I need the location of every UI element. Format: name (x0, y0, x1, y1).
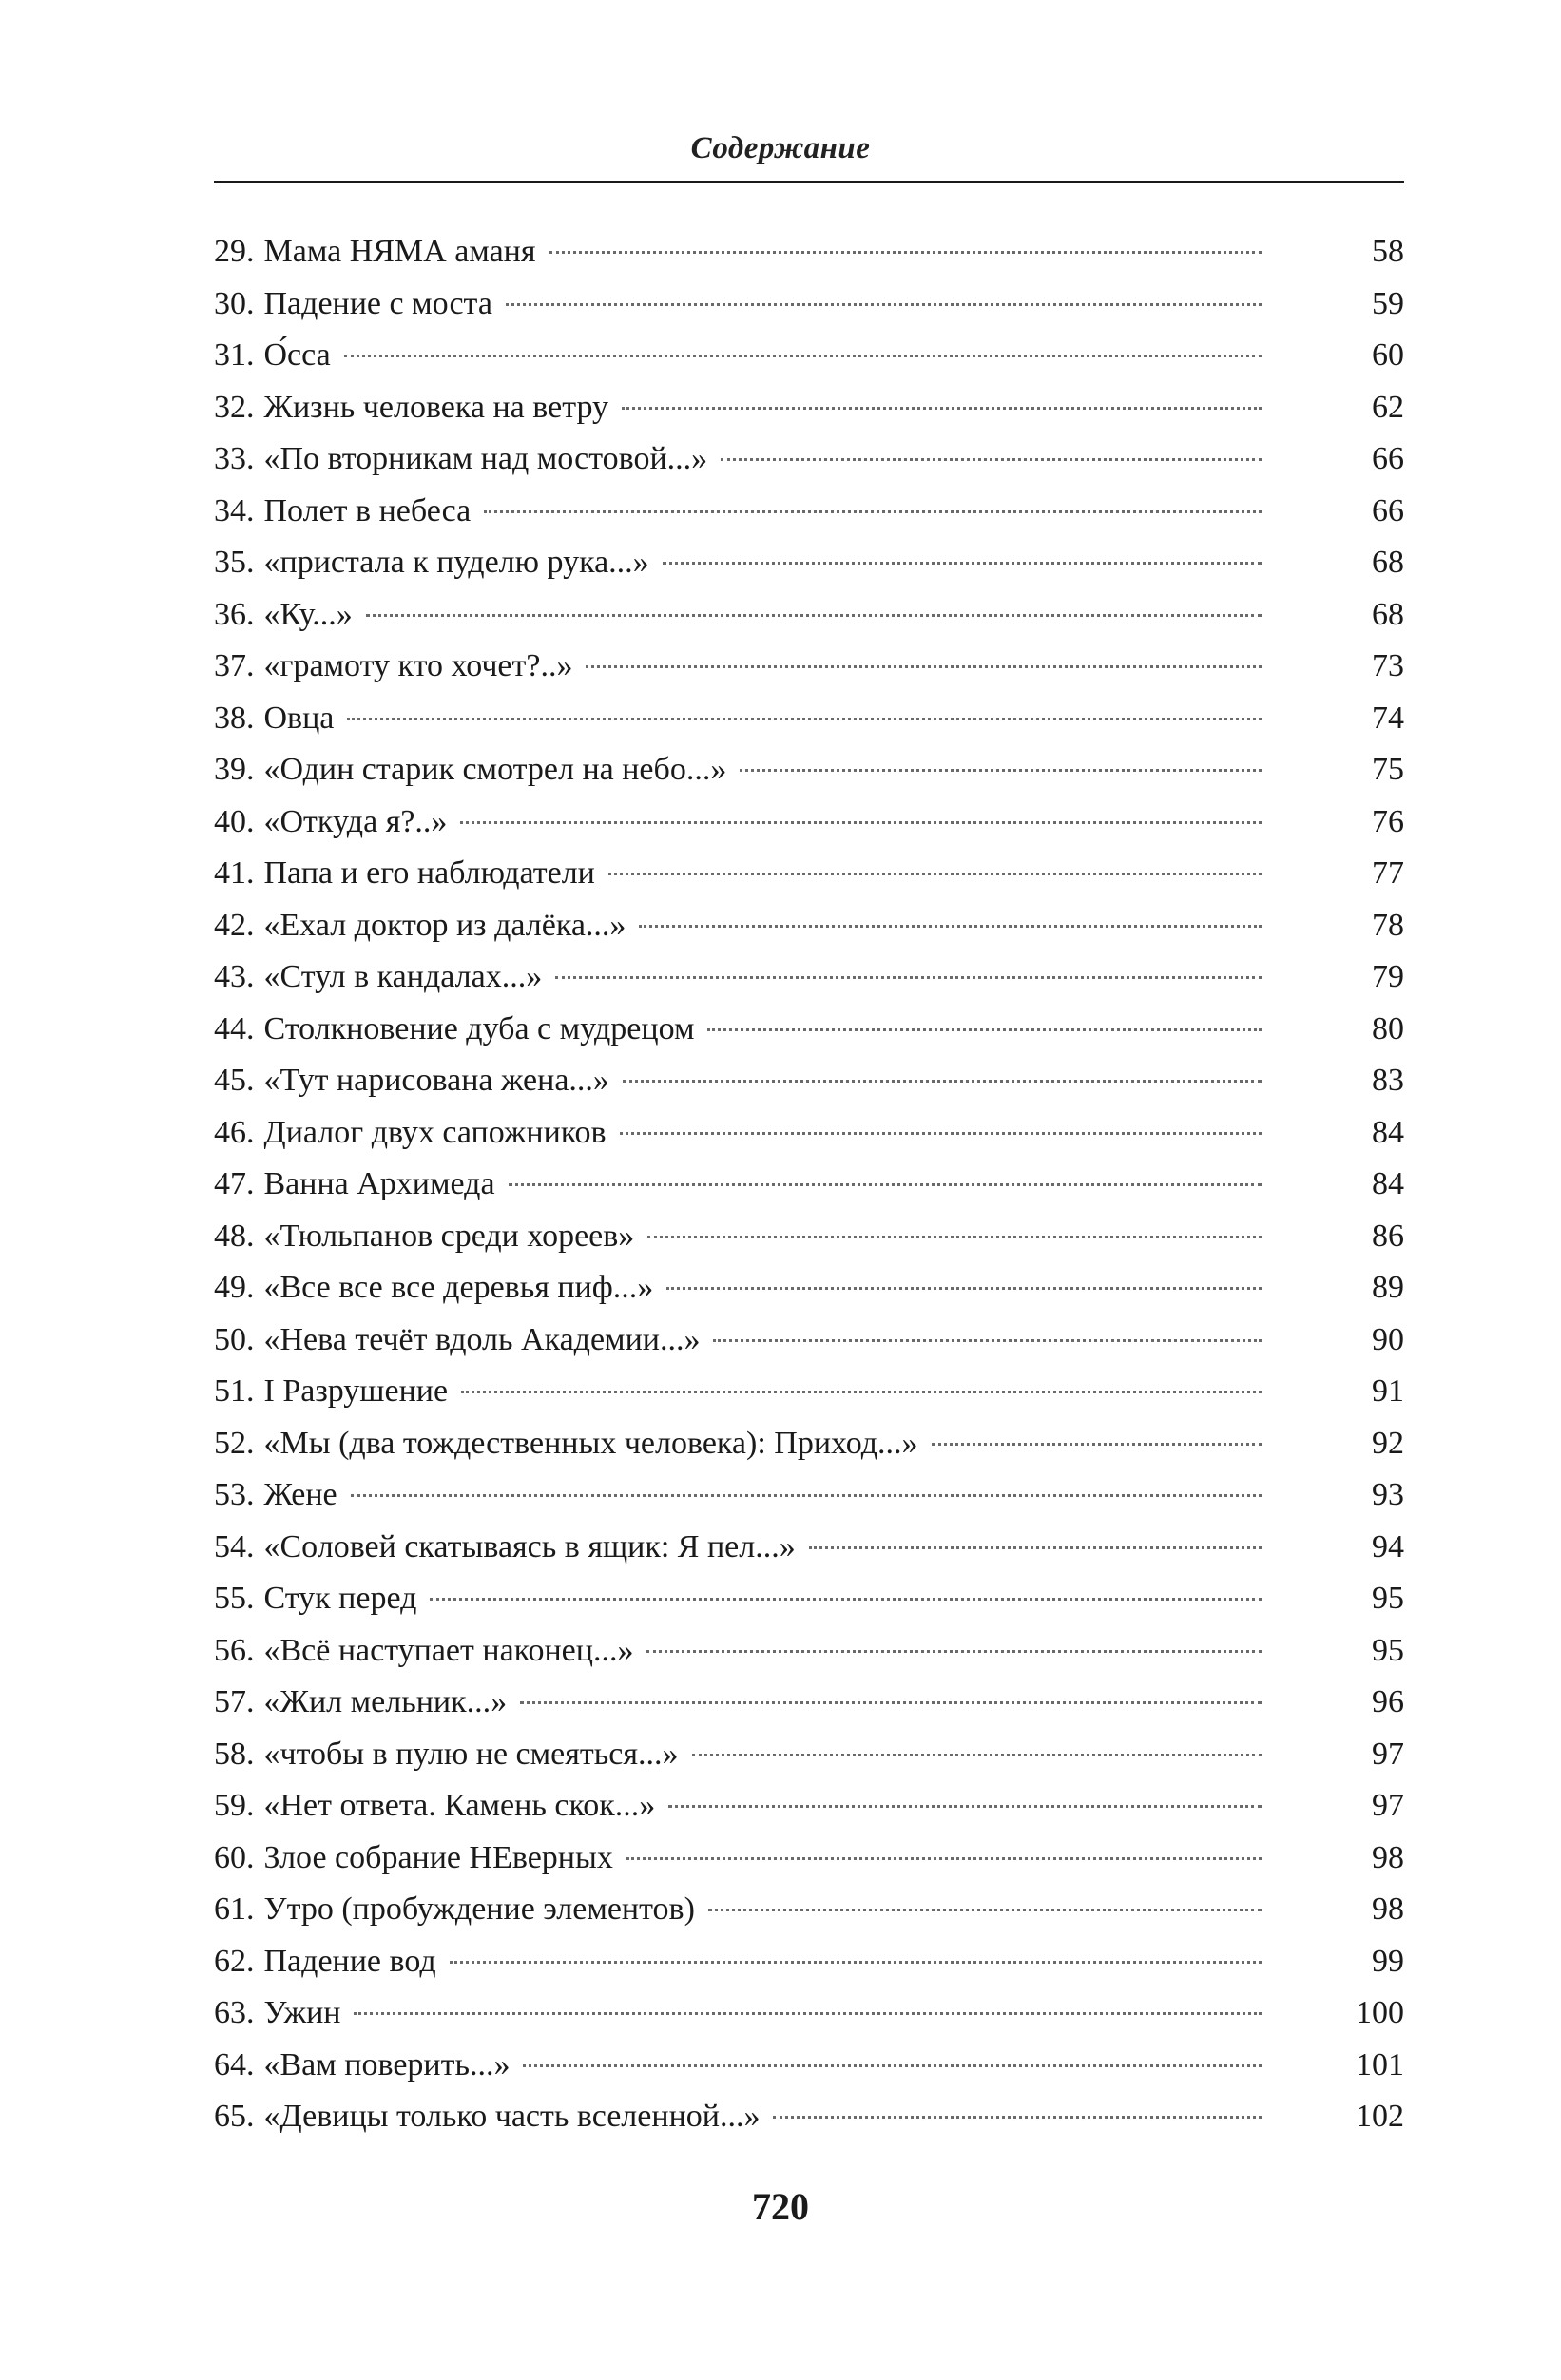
toc-entry-number: 33. (214, 441, 255, 476)
toc-entry (214, 1004, 1404, 1056)
toc-entry-page: 97 (1372, 1736, 1404, 1772)
toc-entry-title: «Тут нарисована жена...» (263, 1063, 609, 1098)
toc-entry (214, 744, 1404, 797)
dot-leader (668, 1805, 1262, 1808)
toc-entry-page: 95 (1372, 1632, 1404, 1668)
dot-leader (626, 1857, 1262, 1860)
toc-entry-number: 31. (214, 337, 255, 373)
dot-leader (608, 873, 1262, 875)
dot-leader (366, 614, 1262, 617)
toc-entry-page: 90 (1372, 1321, 1404, 1357)
dot-leader (708, 1909, 1262, 1911)
toc-entry-page: 78 (1372, 907, 1404, 943)
toc-entry-page: 73 (1372, 648, 1404, 683)
toc-entry-title: I Разрушение (263, 1373, 449, 1409)
toc-entry-number: 58. (214, 1736, 255, 1772)
toc-entry-page: 79 (1372, 959, 1404, 994)
dot-leader (460, 821, 1262, 824)
dot-leader (646, 1650, 1262, 1653)
toc-entry-page: 99 (1372, 1943, 1404, 1979)
toc-entry-number: 38. (214, 700, 255, 736)
dot-leader (549, 251, 1262, 254)
toc-entry-title: «Вам поверить...» (263, 2046, 511, 2082)
toc-entry-page: 66 (1372, 492, 1404, 528)
toc-entry-number: 62. (214, 1943, 255, 1979)
toc-entry (214, 2091, 1404, 2143)
toc-entry (214, 1262, 1404, 1315)
toc-entry-title: «пристала к пуделю рука...» (263, 545, 649, 580)
toc-entry-title: Жене (263, 1477, 337, 1512)
toc-entry-number: 57. (214, 1684, 255, 1719)
toc-entry (214, 1987, 1404, 2040)
toc-entry (214, 1625, 1404, 1678)
toc-entry-title: «Жил мельник...» (263, 1684, 508, 1719)
toc-entry-title: «Нева течёт вдоль Академии...» (263, 1321, 701, 1357)
toc-entry-page: 102 (1356, 2099, 1404, 2134)
toc-entry-title: Папа и его наблюдатели (263, 855, 595, 891)
toc-entry-number: 30. (214, 285, 255, 321)
toc-entry-title: О́сса (263, 337, 331, 373)
toc-entry (214, 589, 1404, 642)
dot-leader (351, 1494, 1262, 1497)
toc-entry-number: 53. (214, 1477, 255, 1512)
toc-entry-page: 84 (1372, 1114, 1404, 1150)
dot-leader (520, 1701, 1262, 1704)
toc-entry-title: Злое собрание НЕверных (263, 1839, 613, 1875)
dot-leader (666, 1287, 1262, 1290)
page-header-title: Содержание (690, 131, 871, 165)
toc-entry-page: 84 (1372, 1166, 1404, 1201)
dot-leader (555, 976, 1262, 979)
dot-leader (692, 1754, 1262, 1756)
toc-entry-title: Столкновение дуба с мудрецом (263, 1010, 695, 1046)
toc-entry-title: «Мы (два тождественных человека): Приход...» (263, 1425, 918, 1461)
toc-entry-title: «Ку...» (263, 596, 353, 632)
toc-entry-title: «Откуда я?..» (263, 803, 448, 839)
toc-entry-page: 97 (1372, 1788, 1404, 1823)
toc-entry-page: 86 (1372, 1218, 1404, 1254)
dot-leader (347, 718, 1262, 720)
toc-entry (214, 797, 1404, 849)
toc-entry-number: 50. (214, 1321, 255, 1357)
toc-entry (214, 900, 1404, 952)
toc-entry (214, 1833, 1404, 1885)
toc-entry-number: 52. (214, 1425, 255, 1461)
toc-entry-page: 77 (1372, 855, 1404, 891)
toc-entry (214, 848, 1404, 900)
toc-entry-number: 43. (214, 959, 255, 994)
toc-entry-title: «Все все все деревья пиф...» (263, 1270, 654, 1305)
toc-entry-number: 60. (214, 1839, 255, 1875)
toc-entry-title: Полет в небеса (263, 492, 472, 528)
toc-entry-page: 59 (1372, 285, 1404, 321)
toc-entry-number: 40. (214, 803, 255, 839)
dot-leader (586, 665, 1262, 668)
toc-entry-title: «По вторникам над мостовой...» (263, 441, 708, 476)
toc-entry-page: 62 (1372, 389, 1404, 425)
toc-entry-page: 98 (1372, 1839, 1404, 1875)
toc-entry-title: Утро (пробуждение элементов) (263, 1891, 695, 1927)
dot-leader (430, 1598, 1262, 1601)
dot-leader (484, 510, 1262, 513)
toc-entry-page: 101 (1356, 2046, 1404, 2082)
dot-leader (707, 1028, 1262, 1031)
toc-entry (214, 641, 1404, 693)
dot-leader (663, 562, 1262, 565)
dot-leader (740, 769, 1262, 772)
toc-entry-title: «грамоту кто хочет?..» (263, 648, 573, 683)
dot-leader (506, 303, 1262, 306)
dot-leader (622, 407, 1262, 410)
toc-entry-number: 41. (214, 855, 255, 891)
toc-entry-page: 58 (1372, 234, 1404, 269)
toc-entry-page: 74 (1372, 700, 1404, 736)
toc-entry (214, 1522, 1404, 1574)
toc-entry-page: 100 (1356, 1995, 1404, 2030)
toc-entry (214, 1884, 1404, 1936)
dot-leader (932, 1443, 1262, 1446)
toc-entry (214, 1366, 1404, 1418)
toc-entry (214, 278, 1404, 331)
dot-leader (450, 1961, 1262, 1964)
toc-entry-page: 93 (1372, 1477, 1404, 1512)
toc-entry-number: 32. (214, 389, 255, 425)
toc-entry-page: 76 (1372, 803, 1404, 839)
page-number: 720 (752, 2185, 809, 2228)
toc-entry-title: Ужин (263, 1995, 341, 2030)
toc-entry (214, 537, 1404, 589)
toc-entry (214, 2040, 1404, 2092)
toc-entry-title: «Девицы только часть вселенной...» (263, 2099, 761, 2134)
toc-entry-number: 47. (214, 1166, 255, 1201)
toc-entry-title: «Ехал доктор из далёка...» (263, 907, 626, 943)
toc-entry (214, 330, 1404, 382)
toc-entry-page: 68 (1372, 545, 1404, 580)
toc-entry-title: Жизнь человека на ветру (263, 389, 609, 425)
toc-entry (214, 1107, 1404, 1160)
toc-entry-title: «Нет ответа. Камень скок...» (263, 1788, 656, 1823)
toc-entry (214, 1936, 1404, 1988)
toc-entry-page: 80 (1372, 1010, 1404, 1046)
toc-entry-page: 83 (1372, 1063, 1404, 1098)
toc-entry-page: 96 (1372, 1684, 1404, 1719)
toc-entry-page: 94 (1372, 1528, 1404, 1564)
toc-entry-title: «Соловей скатываясь в ящик: Я пел...» (263, 1528, 796, 1564)
toc-entry-title: «Всё наступает наконец...» (263, 1632, 634, 1668)
toc-entry-number: 48. (214, 1218, 255, 1254)
toc-entry-page: 91 (1372, 1373, 1404, 1409)
toc-entry-number: 34. (214, 492, 255, 528)
toc-entry (214, 1469, 1404, 1522)
toc-entry (214, 1729, 1404, 1781)
toc-entry-page: 89 (1372, 1270, 1404, 1305)
toc-entry-number: 65. (214, 2099, 255, 2134)
toc-entry-title: «Один старик смотрел на небо...» (263, 752, 727, 787)
toc-entry (214, 1418, 1404, 1470)
toc-entry-number: 56. (214, 1632, 255, 1668)
toc-entry-number: 36. (214, 596, 255, 632)
toc-entry-number: 37. (214, 648, 255, 683)
toc-entry-number: 35. (214, 545, 255, 580)
toc-entry-number: 29. (214, 234, 255, 269)
table-of-contents (214, 226, 1404, 2143)
dot-leader (523, 2064, 1262, 2067)
dot-leader (344, 355, 1262, 357)
toc-entry-page: 98 (1372, 1891, 1404, 1927)
header-rule (214, 181, 1404, 183)
toc-entry-number: 39. (214, 752, 255, 787)
toc-entry-page: 75 (1372, 752, 1404, 787)
toc-entry (214, 486, 1404, 538)
dot-leader (639, 925, 1262, 928)
toc-entry-number: 61. (214, 1891, 255, 1927)
toc-entry-number: 63. (214, 1995, 255, 2030)
toc-entry (214, 226, 1404, 278)
toc-entry (214, 433, 1404, 486)
toc-entry (214, 1211, 1404, 1263)
toc-entry-page: 92 (1372, 1425, 1404, 1461)
dot-leader (461, 1391, 1262, 1393)
toc-entry (214, 1159, 1404, 1211)
dot-leader (623, 1080, 1262, 1083)
toc-entry-number: 46. (214, 1114, 255, 1150)
toc-entry (214, 1573, 1404, 1625)
toc-entry-number: 59. (214, 1788, 255, 1823)
toc-entry-number: 49. (214, 1270, 255, 1305)
dot-leader (647, 1236, 1262, 1238)
toc-entry-number: 45. (214, 1063, 255, 1098)
toc-entry-title: Стук перед (263, 1581, 417, 1616)
toc-entry-title: «Тюльпанов среди хореев» (263, 1218, 635, 1254)
toc-entry (214, 1677, 1404, 1729)
toc-entry-page: 68 (1372, 596, 1404, 632)
dot-leader (509, 1183, 1262, 1186)
toc-entry-title: Падение с моста (263, 285, 492, 321)
toc-entry-number: 44. (214, 1010, 255, 1046)
dot-leader (713, 1339, 1262, 1342)
dot-leader (721, 458, 1262, 461)
toc-entry (214, 693, 1404, 745)
dot-leader (809, 1546, 1262, 1549)
toc-entry-title: Овца (263, 700, 335, 736)
toc-entry-title: «Стул в кандалах...» (263, 959, 543, 994)
toc-entry-title: Мама НЯМА аманя (263, 234, 536, 269)
toc-entry-page: 60 (1372, 337, 1404, 373)
toc-entry-title: Диалог двух сапожников (263, 1114, 607, 1150)
toc-entry-number: 64. (214, 2046, 255, 2082)
toc-entry-title: Падение вод (263, 1943, 436, 1979)
toc-entry-page: 95 (1372, 1581, 1404, 1616)
toc-entry (214, 382, 1404, 434)
toc-entry (214, 1055, 1404, 1107)
dot-leader (773, 2116, 1262, 2119)
toc-entry-number: 55. (214, 1581, 255, 1616)
dot-leader (354, 2012, 1262, 2015)
toc-entry (214, 951, 1404, 1004)
toc-entry (214, 1780, 1404, 1833)
toc-entry (214, 1315, 1404, 1367)
toc-entry-title: «чтобы в пулю не смеяться...» (263, 1736, 679, 1772)
toc-entry-number: 42. (214, 907, 255, 943)
toc-entry-number: 54. (214, 1528, 255, 1564)
toc-entry-number: 51. (214, 1373, 255, 1409)
toc-entry-page: 66 (1372, 441, 1404, 476)
dot-leader (620, 1132, 1262, 1135)
toc-entry-title: Ванна Архимеда (263, 1166, 495, 1201)
